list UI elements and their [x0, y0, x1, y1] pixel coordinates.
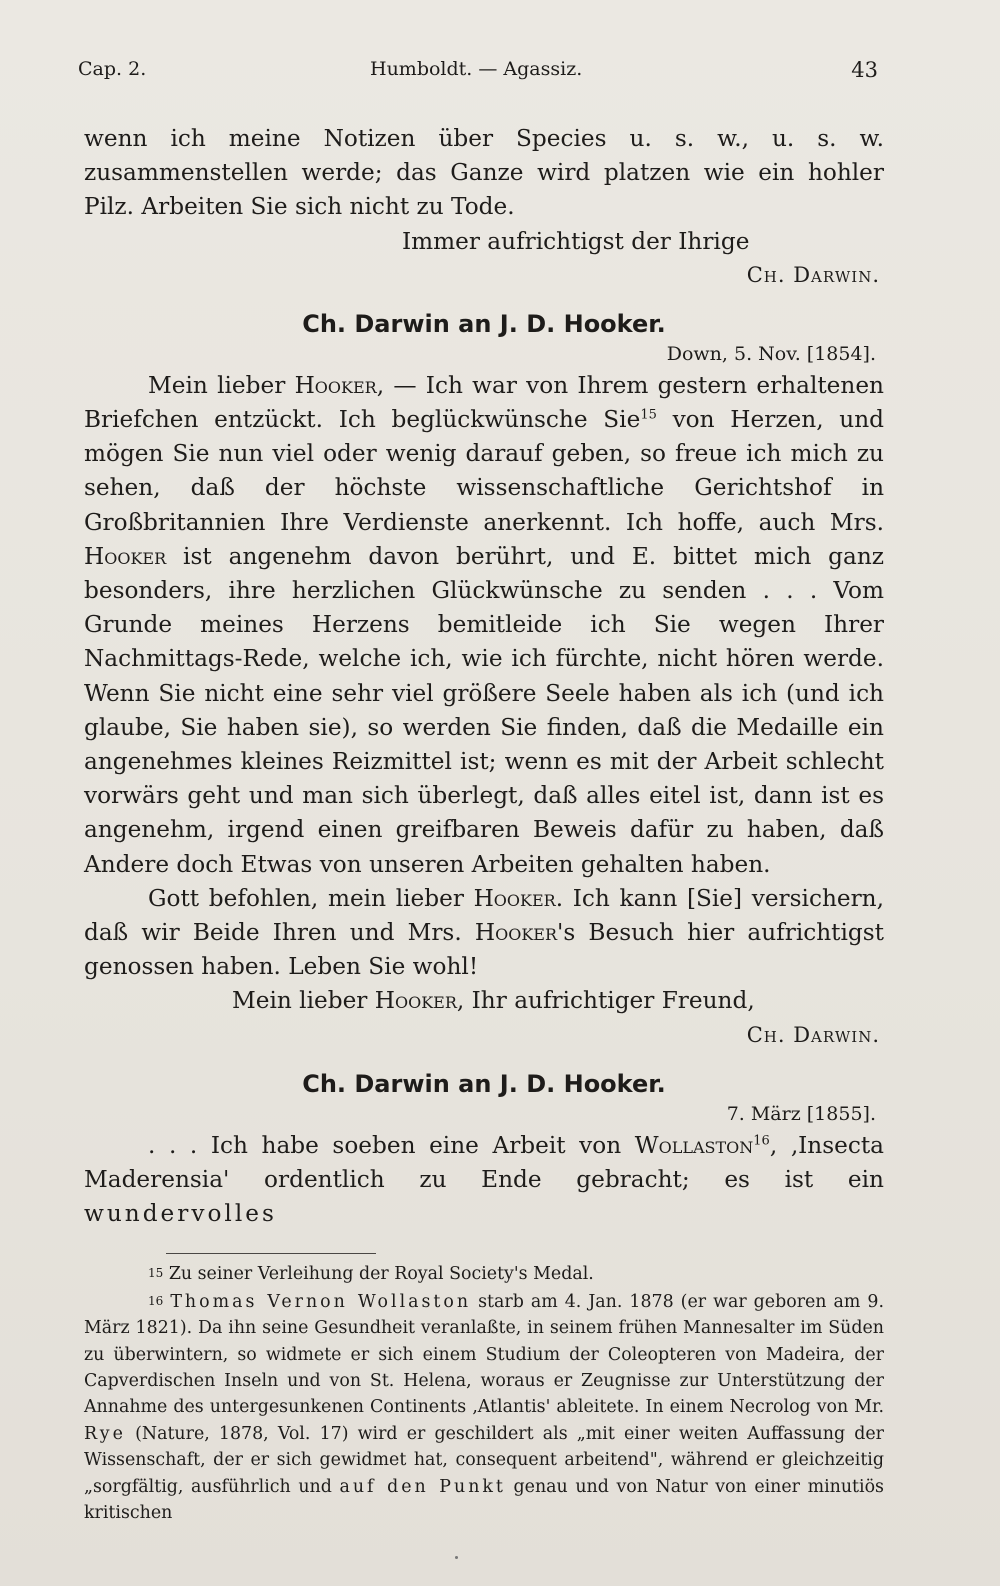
page-body	[84, 122, 884, 1526]
print-speck	[455, 1556, 458, 1559]
footnote-16	[84, 1288, 884, 1527]
footnote-text: Zu seiner Verleihung der Royal Society's Medal.	[168, 1264, 594, 1285]
footnote-ref-16: 16	[753, 1132, 770, 1148]
name-hooker: Hooker	[374, 987, 457, 1015]
letter3-heading: Ch. Darwin an J. D. Hooker.	[302, 1069, 666, 1098]
footnote-number: 15	[148, 1266, 164, 1281]
letter2-signature	[84, 1019, 884, 1051]
text: , — Ich war von Ihrem gestern erhaltenen Briefchen entzückt. Ich beglückwünsche Sie	[84, 371, 884, 434]
text: . Ich kann [Sie] versichern, daß wir Beide Ihren und Mrs.	[84, 884, 884, 947]
text: , Ihr aufrichtiger Freund,	[456, 987, 755, 1015]
signature-text: Ch. Darwin.	[746, 262, 880, 287]
letter2-heading: Ch. Darwin an J. D. Hooker.	[302, 309, 666, 338]
letter3-dateline: 7. März [1855].	[726, 1102, 876, 1125]
running-title: Humboldt. — Agassiz.	[370, 58, 583, 80]
text: Mein lieber	[232, 987, 375, 1015]
spaced-word: wundervolles	[84, 1200, 277, 1228]
footnote-text: (Nature, 1878, Vol. 17) wird er geschildert als „mit einer weiten Auffassung der Wissenschaft, der er sich gewidmet hat, consequent arbeitend", während er gleichzeitig „sorgfältig, ausführlich und	[84, 1423, 884, 1497]
chapter-label: Cap. 2.	[78, 58, 147, 80]
page-number: 43	[851, 58, 878, 82]
name-hooker: Hooker	[294, 371, 377, 399]
text: Gott befohlen, mein lieber	[148, 884, 474, 912]
letter1-signature	[84, 259, 884, 291]
signature-text: Ch. Darwin.	[746, 1022, 880, 1047]
letter2-closing	[84, 984, 884, 1018]
footnote-name: Thomas Vernon Wollaston	[170, 1291, 472, 1312]
name-hooker: Hooker	[474, 919, 557, 947]
text: von Herzen, und mögen Sie nun viel oder wenig darauf geben, so freue ich mich zu sehen, daß der höchste wissenschaftliche Gerichtshof in Großbritannien Ihre Verdienste anerkennt. Ich hoffe, auch Mrs.	[84, 406, 884, 536]
letter1-closing: Immer aufrichtigst der Ihrige	[402, 227, 750, 255]
letter2-dateline: Down, 5. Nov. [1854].	[666, 342, 876, 365]
text: , ‚Insecta Maderensia' ordentlich zu Ende gebracht; es ist ein	[84, 1131, 884, 1193]
spaced-phrase: auf den Punkt	[339, 1476, 506, 1497]
text: Mein lieber	[148, 371, 295, 399]
footnote-text: genau und von Natur von einer minutiös kritischen	[84, 1476, 884, 1523]
name-hooker: Hooker	[473, 884, 556, 912]
letter2-paragraph-1	[84, 369, 884, 882]
footnote-15	[84, 1260, 884, 1287]
footnote-rule	[166, 1253, 376, 1254]
letter3-paragraph-1	[84, 1129, 884, 1232]
footnote-number: 16	[148, 1293, 164, 1308]
letter2-paragraph-2	[84, 882, 884, 985]
name-wollaston: Wollaston	[634, 1131, 754, 1159]
footnote-ref-15: 15	[640, 407, 657, 423]
text: 's Besuch hier aufrichtigst genossen haben. Leben Sie wohl!	[84, 919, 884, 981]
text: ist angenehm davon berührt, und E. bittet mich ganz besonders, ihre herzlichen Glückwünsche zu senden . . . Vom Grunde meines Herzens bemitleide ich Sie wegen Ihrer Nachmittags-Rede, welche ich, wie ich fürchte, nicht hören werde. Wenn Sie nicht eine sehr viel größere Seele haben als ich (und ich glaube, Sie haben sie), so werden Sie finden, daß die Medaille ein angenehmes kleines Reizmittel ist; wenn es mit der Arbeit schlecht vorwärs geht und man sich überlegt, daß alles eitel ist, dann ist es angenehm, irgend einen greifbaren Beweis dafür zu haben, daß Andere doch Etwas von unseren Arbeiten gehalten haben.	[84, 542, 884, 878]
text: . . . Ich habe soeben eine Arbeit von	[148, 1131, 635, 1159]
footnote-name-rye: Rye	[84, 1423, 126, 1444]
footnote-text: starb am 4. Jan. 1878 (er war geboren am 9. März 1821). Da ihn seine Gesundheit veranlaßte, in seinem frühen Mannesalter im Süden zu überwintern, so widmete er sich einem Studium der Coleopteren von Madeira, der Capverdischen Inseln und von St. Helena, woraus er Zeugnisse zur Unterstützung der Annahme des untergesunkenen Continents ‚Atlantis' ableitete. In einem Necrolog von Mr.	[84, 1291, 884, 1418]
name-hooker: Hooker	[84, 542, 167, 570]
running-header	[78, 58, 878, 88]
letter1-paragraph: wenn ich meine Notizen über Species u. s. w., u. s. w. zusammenstellen werde; das Ganze wird platzen wie ein hohler Pilz. Arbeiten Sie sich nicht zu Tode.	[84, 125, 884, 221]
